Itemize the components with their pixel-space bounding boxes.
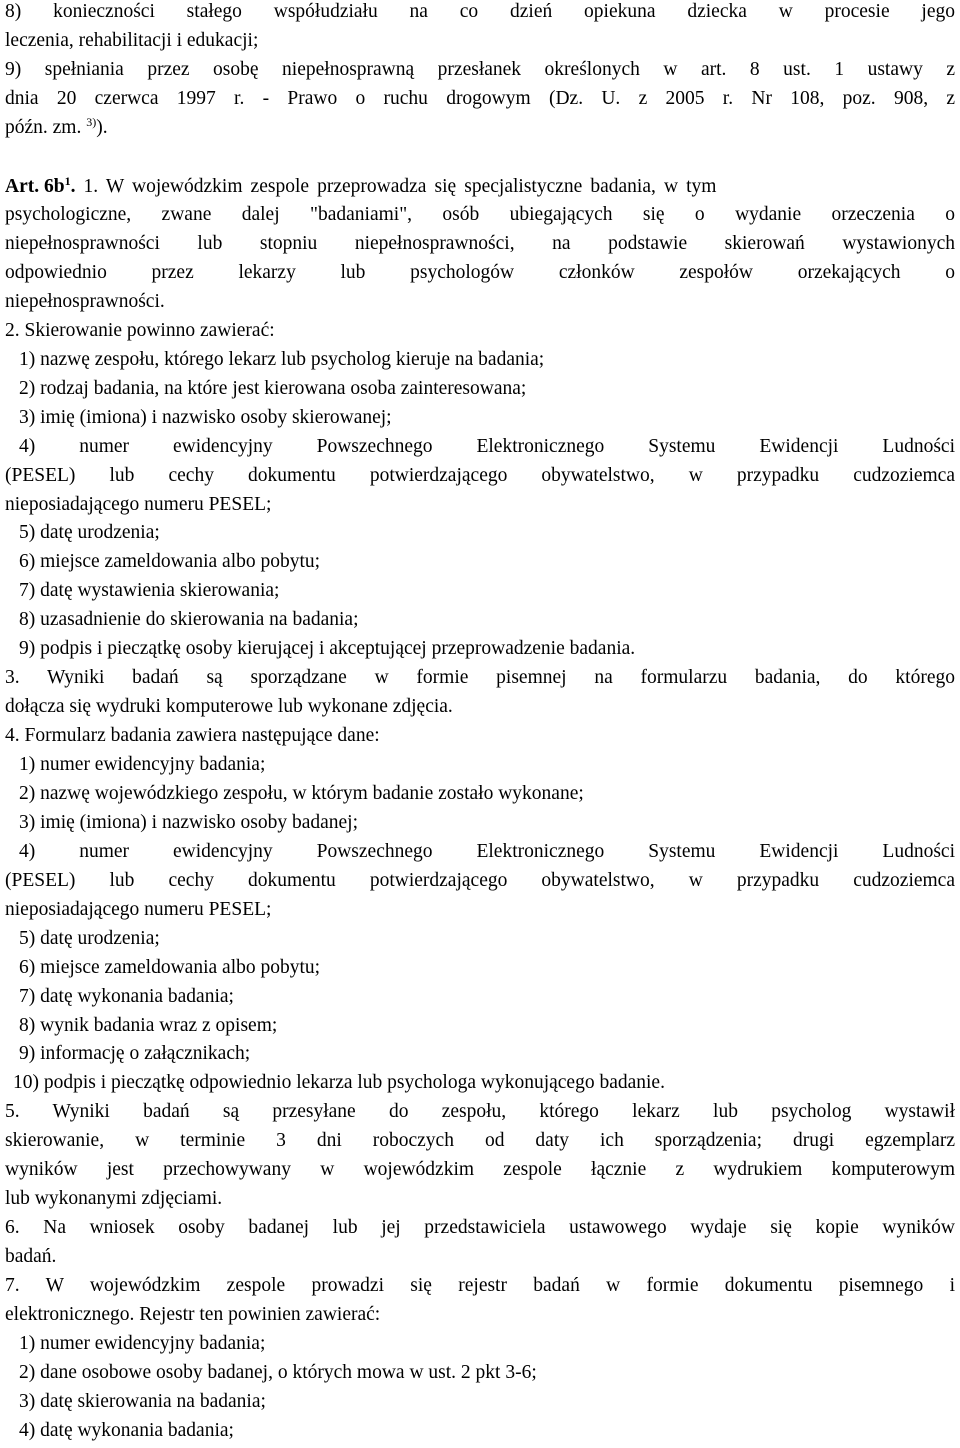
list-item: 2) dane osobowe osoby badanej, o których mowa w ust. 2 pkt 3-6; <box>19 1362 537 1383</box>
text-line: niepełnosprawności. <box>5 291 165 312</box>
list-item: 8) uzasadnienie do skierowania na badania; <box>19 609 359 630</box>
article-heading-line <box>5 176 955 198</box>
list-item: 7) datę wystawienia skierowania; <box>19 580 280 601</box>
text-line: 3. Wyniki badań są sporządzane w formie pisemnej na formularzu badania, do którego <box>5 667 955 688</box>
list-item: 5) datę urodzenia; <box>19 928 160 949</box>
list-item: 4) numer ewidencyjny Powszechnego Elektronicznego Systemu Ewidencji Ludności <box>19 436 955 457</box>
text-line: 9) spełniania przez osobę niepełnosprawną przesłanek określonych w art. 8 ust. 1 ustawy z <box>5 59 955 80</box>
list-item: 9) podpis i pieczątkę osoby kierującej i akceptującej przeprowadzenie badania. <box>19 638 636 659</box>
text-line: wyników jest przechowywany w wojewódzkim zespole łącznie z wydrukiem komputerowym <box>5 1159 955 1180</box>
list-item: 3) imię (imiona) i nazwisko osoby badanej; <box>19 812 359 833</box>
text-line: dołącza się wydruki komputerowe lub wykonane zdjęcia. <box>5 696 453 717</box>
footnote-marker: 3) <box>86 115 97 129</box>
text-line: niepełnosprawności lub stopniu niepełnosprawności, na podstawie skierowań wystawionych <box>5 233 955 254</box>
list-item: 2) nazwę wojewódzkiego zespołu, w którym badanie zostało wykonane; <box>19 783 584 804</box>
section-heading: 2. Skierowanie powinno zawierać: <box>5 320 275 341</box>
text-line: 5. Wyniki badań są przesyłane do zespołu, którego lekarz lub psycholog wystawił <box>5 1101 955 1122</box>
text-line: elektronicznego. Rejestr ten powinien zawierać: <box>5 1304 381 1325</box>
list-item: 4) datę wykonania badania; <box>19 1420 234 1441</box>
article-number: Art. 6b <box>5 176 65 197</box>
list-item: 4) numer ewidencyjny Powszechnego Elektronicznego Systemu Ewidencji Ludności <box>19 841 955 862</box>
list-item: 1) numer ewidencyjny badania; <box>19 1333 266 1354</box>
text-line: nieposiadającego numeru PESEL; <box>5 899 272 920</box>
text-line <box>5 117 955 139</box>
text-line: badań. <box>5 1246 57 1267</box>
list-item: 7) datę wykonania badania; <box>19 986 234 1007</box>
text-line: 6. Na wniosek osoby badanej lub jej przedstawiciela ustawowego wydaje się kopie wyników <box>5 1217 955 1238</box>
list-item: 1) nazwę zespołu, którego lekarz lub psycholog kieruje na badania; <box>19 349 545 370</box>
text-fragment: ). <box>96 117 108 138</box>
text-line: lub wykonanymi zdjęciami. <box>5 1188 223 1209</box>
text-line: nieposiadającego numeru PESEL; <box>5 494 272 515</box>
article-superscript: 1 <box>64 174 71 188</box>
text-line: (PESEL) lub cechy dokumentu potwierdzającego obywatelstwo, w przypadku cudzoziemca <box>5 870 955 891</box>
list-item: 6) miejsce zameldowania albo pobytu; <box>19 957 321 978</box>
list-item: 1) numer ewidencyjny badania; <box>19 754 266 775</box>
section-heading: 4. Formularz badania zawiera następujące dane: <box>5 725 380 746</box>
text-fragment: późn. zm. <box>5 117 82 138</box>
text-line: 7. W wojewódzkim zespole prowadzi się rejestr badań w formie dokumentu pisemnego i <box>5 1275 955 1296</box>
text-fragment: 1. W wojewódzkim zespole przeprowadza się specjalistyczne badania, w tym <box>75 176 717 197</box>
list-item: 9) informację o załącznikach; <box>19 1043 251 1064</box>
text-line: skierowanie, w terminie 3 dni roboczych od daty ich sporządzenia; drugi egzemplarz <box>5 1130 955 1151</box>
list-item: 3) imię (imiona) i nazwisko osoby skierowanej; <box>19 407 392 428</box>
text-line: odpowiednio przez lekarzy lub psychologów członków zespołów orzekających o <box>5 262 955 283</box>
article-dot: . <box>70 176 76 197</box>
text-line: leczenia, rehabilitacji i edukacji; <box>5 30 259 51</box>
text-line: psychologiczne, zwane dalej "badaniami", osób ubiegających się o wydanie orzeczenia o <box>5 204 955 225</box>
list-item: 5) datę urodzenia; <box>19 522 160 543</box>
text-line: dnia 20 czerwca 1997 r. - Prawo o ruchu drogowym (Dz. U. z 2005 r. Nr 108, poz. 908, z <box>5 88 955 109</box>
text-line: 8) konieczności stałego współudziału na co dzień opiekuna dziecka w procesie jego <box>5 1 955 22</box>
list-item: 10) podpis i pieczątkę odpowiednio lekarza lub psychologa wykonującego badanie. <box>13 1072 665 1093</box>
list-item: 3) datę skierowania na badania; <box>19 1391 266 1412</box>
text-line: (PESEL) lub cechy dokumentu potwierdzającego obywatelstwo, w przypadku cudzoziemca <box>5 465 955 486</box>
list-item: 2) rodzaj badania, na które jest kierowana osoba zainteresowana; <box>19 378 527 399</box>
list-item: 8) wynik badania wraz z opisem; <box>19 1015 278 1036</box>
list-item: 6) miejsce zameldowania albo pobytu; <box>19 551 321 572</box>
